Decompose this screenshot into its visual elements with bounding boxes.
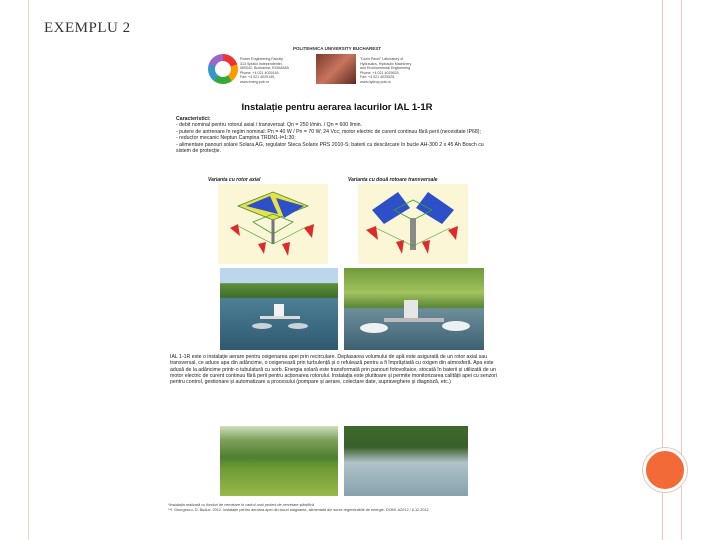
footnotes [168,503,506,513]
faculty-line: Power Engineering Faculty [240,57,283,61]
faculty-logo [208,54,238,84]
university-name: POLITEHNICA UNIVERSITY BUCHAREST [292,46,381,51]
faculty-address [240,57,289,85]
laboratory-line: www.hydrop.pub.ro [360,79,391,84]
characteristic-item: - alimentare panouri solare Solara AG, regulator Steca Solarix PRS 2010-S; baterii cu descărcare în bucle AH-300 2 x 45 Ah Bosch cu sistem de protecție. [176,141,484,155]
laboratory-line: Phone: +4 021 4029525, [360,70,400,75]
faculty-line: Fax: +4 021 4029145, [240,75,276,80]
laboratory-line: "Dorin Pavel" Laboratory of [360,57,404,61]
laboratory-line: Fax: +4 021 4029525, [360,75,396,80]
faculty-line: www.energ.pub.ro [240,79,269,84]
transversal-rotor-render [358,184,468,264]
clear-lake-photo [344,426,468,496]
characteristic-item: - debit nominal pentru rotorul axial / transversal: Qn = 250 l/min. / Qn = 600 l/min. [176,122,362,129]
algae-lake-photo [220,426,338,496]
footnote: **I. Georgescu, D. Buduc. 2012. Instalație pentru aerarea apei din lacuri stagnante, alimentată din surse regenerabile de energie. DOMI. A2012 / 6.12.2012 [168,508,429,512]
document-title: Instalație pentru aerarea lacurilor IAL 1-1R [241,102,433,113]
laboratory-address [360,57,411,85]
characteristics-heading: Caracteristici: [176,116,211,122]
faculty-line: 060042, Bucharest, ROMANIA [240,66,289,71]
lake-photo-axial [220,268,338,350]
slide-frame-left [28,0,29,540]
characteristics-list [176,116,498,154]
faculty-line: Phone: +4 021 4029145, [240,70,280,75]
characteristic-item: - putere de antrenare în regim nominal: Pn = 40 W / Pn = 70 W; 24 Vcc; motor electric de curent continuu fără perii (necesitate IP68); [176,128,481,135]
document-page [168,44,506,524]
variant-axial-label: Varianta cu rotor axial [208,177,261,183]
faculty-line: 313 Splaiul Independentei, [240,61,283,66]
slide-title: EXEMPLU 2 [44,20,131,36]
decorative-circle [643,448,687,492]
axial-rotor-render [218,184,328,264]
laboratory-photo [316,54,356,84]
footnote: *Instalația realizată cu fonduri de cercetare în cadrul unui proiect de cercetare științifică [168,503,315,507]
laboratory-line: and Environmental Engineering [360,66,411,71]
characteristic-item: - reductor mecanic Neptun Campina TRDN1-I=1:30; [176,135,296,142]
laboratory-line: Hydraulics, Hydraulic Machinery [360,61,412,66]
description-paragraph: IAL 1-1R este o instalație aerare pentru oxigenarea apei prin recirculare. Deplasarea volumului de apă este asigurată de un rotor axial sau transversal, ce aduce apa din adâncime, o oxigenează prin turbulență și o refulează pentru a fi împrăștiată cu oxigen din atmosferă. Apa este adusă de la adâncime printr-o tubulatură cu sorb. Energia solară este transformată prin panouri fotovoltaice, stocată în baterii și utilizată de un motor electric de curent continuu fără perii pentru acționarea rotorului. Instalația este plutitoare și permite monitorizarea calității apei cu senzori pentru control, gestionare și automatizare a procesului (pompare și aerare, colectare date, supraveghere și diagnoză, etc.) [170,354,497,386]
variant-transversal-label: Varianta cu două rotoare transversale [348,177,438,183]
lake-photo-transversal [344,268,484,350]
